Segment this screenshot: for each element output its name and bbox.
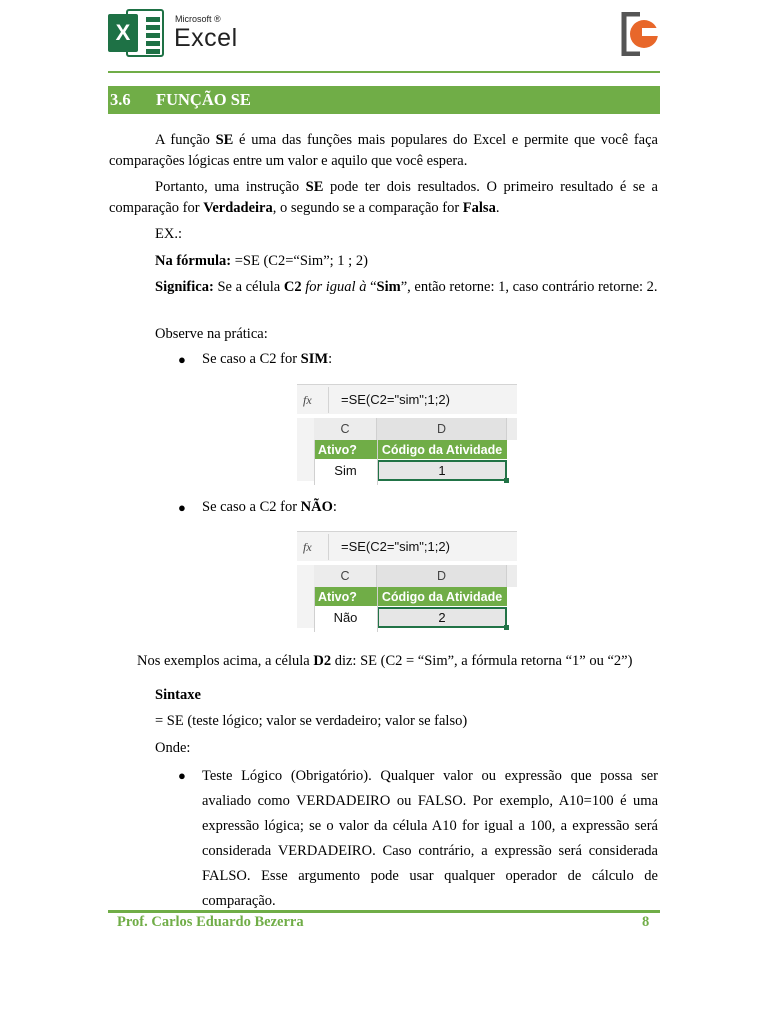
footer-divider bbox=[108, 910, 660, 913]
formula-bar bbox=[297, 531, 517, 561]
column-header-d: D bbox=[377, 418, 507, 440]
footer-author: Prof. Carlos Eduardo Bezerra bbox=[117, 914, 304, 930]
excel-snippet-nao bbox=[297, 531, 517, 635]
excel-logo-icon: X bbox=[108, 6, 166, 60]
where-label: Onde: bbox=[155, 740, 191, 756]
formula-text: =SE(C2="sim";1;2) bbox=[341, 392, 450, 407]
microsoft-label: Microsoft ® bbox=[175, 14, 221, 24]
column-header-d: D bbox=[377, 565, 507, 587]
syntax-heading: Sintaxe bbox=[155, 687, 201, 703]
product-name: Excel bbox=[174, 24, 238, 52]
header-cell-codigo: Código da Atividade bbox=[377, 440, 507, 459]
bullet-icon: ● bbox=[178, 768, 186, 783]
bullet-icon: ● bbox=[178, 352, 186, 367]
example-label: EX.: bbox=[155, 226, 182, 242]
section-heading bbox=[108, 86, 660, 114]
cell-d2-selected: 2 bbox=[377, 607, 507, 628]
case-sim-label: Se caso a C2 for SIM: bbox=[202, 351, 333, 367]
cell-c2: Sim bbox=[334, 463, 357, 478]
results-paragraph: Portanto, uma instrução SE pode ter dois resultados. O primeiro resultado é se a comparação for Verdadeira, o segundo se a comparação for Falsa. bbox=[109, 179, 658, 216]
page-number: 8 bbox=[642, 914, 650, 930]
intro-paragraph: A função SE é uma das funções mais populares do Excel e permite que você faça comparações lógicas entre um valor e aquilo que você espera. bbox=[109, 132, 658, 169]
cell-c2: Não bbox=[333, 610, 358, 625]
formula-example: Na fórmula: =SE (C2=“Sim”; 1 ; 2) bbox=[155, 253, 368, 269]
formula-text: =SE(C2="sim";1;2) bbox=[341, 539, 450, 554]
column-header-c: C bbox=[314, 418, 377, 440]
syntax-formula: = SE (teste lógico; valor se verdadeiro; valor se falso) bbox=[155, 713, 468, 729]
brand-logo-icon bbox=[620, 12, 660, 56]
page-header bbox=[108, 4, 660, 72]
cell-d2-selected: 1 bbox=[377, 460, 507, 481]
header-cell-ativo: Ativo? bbox=[314, 587, 377, 606]
header-divider bbox=[108, 71, 660, 73]
bullet-icon: ● bbox=[178, 500, 186, 515]
section-number: 3.6 bbox=[110, 90, 131, 109]
formula-bar bbox=[297, 384, 517, 414]
observe-label: Observe na prática: bbox=[155, 326, 268, 342]
fx-icon: fx bbox=[303, 393, 312, 407]
meaning-paragraph: Significa: Se a célula C2 for igual à “Sim”, então retorne: 1, caso contrário retorne: 2. bbox=[155, 279, 658, 295]
header-cell-codigo: Código da Atividade bbox=[377, 587, 507, 606]
header-cell-ativo: Ativo? bbox=[314, 440, 377, 459]
column-header-c: C bbox=[314, 565, 377, 587]
case-nao-label: Se caso a C2 for NÃO: bbox=[202, 499, 337, 515]
logical-test-description: Teste Lógico (Obrigatório). Qualquer valor ou expressão que possa ser avaliado como VERDADEIRO ou FALSO. Por exemplo, A10=100 é uma expressão lógica; se o valor da célula A10 for igual a 100, a expressão será considerada VERDADEIRO. Caso contrário, a expressão será considerada FALSO. Esse argumento pode usar qualquer operador de cálculo de comparação. bbox=[202, 768, 658, 909]
fx-icon: fx bbox=[303, 540, 312, 554]
section-title: FUNÇÃO SE bbox=[156, 90, 251, 109]
excel-snippet-sim bbox=[297, 384, 517, 488]
examples-note: Nos exemplos acima, a célula D2 diz: SE (C2 = “Sim”, a fórmula retorna “1” ou “2”) bbox=[137, 653, 633, 669]
